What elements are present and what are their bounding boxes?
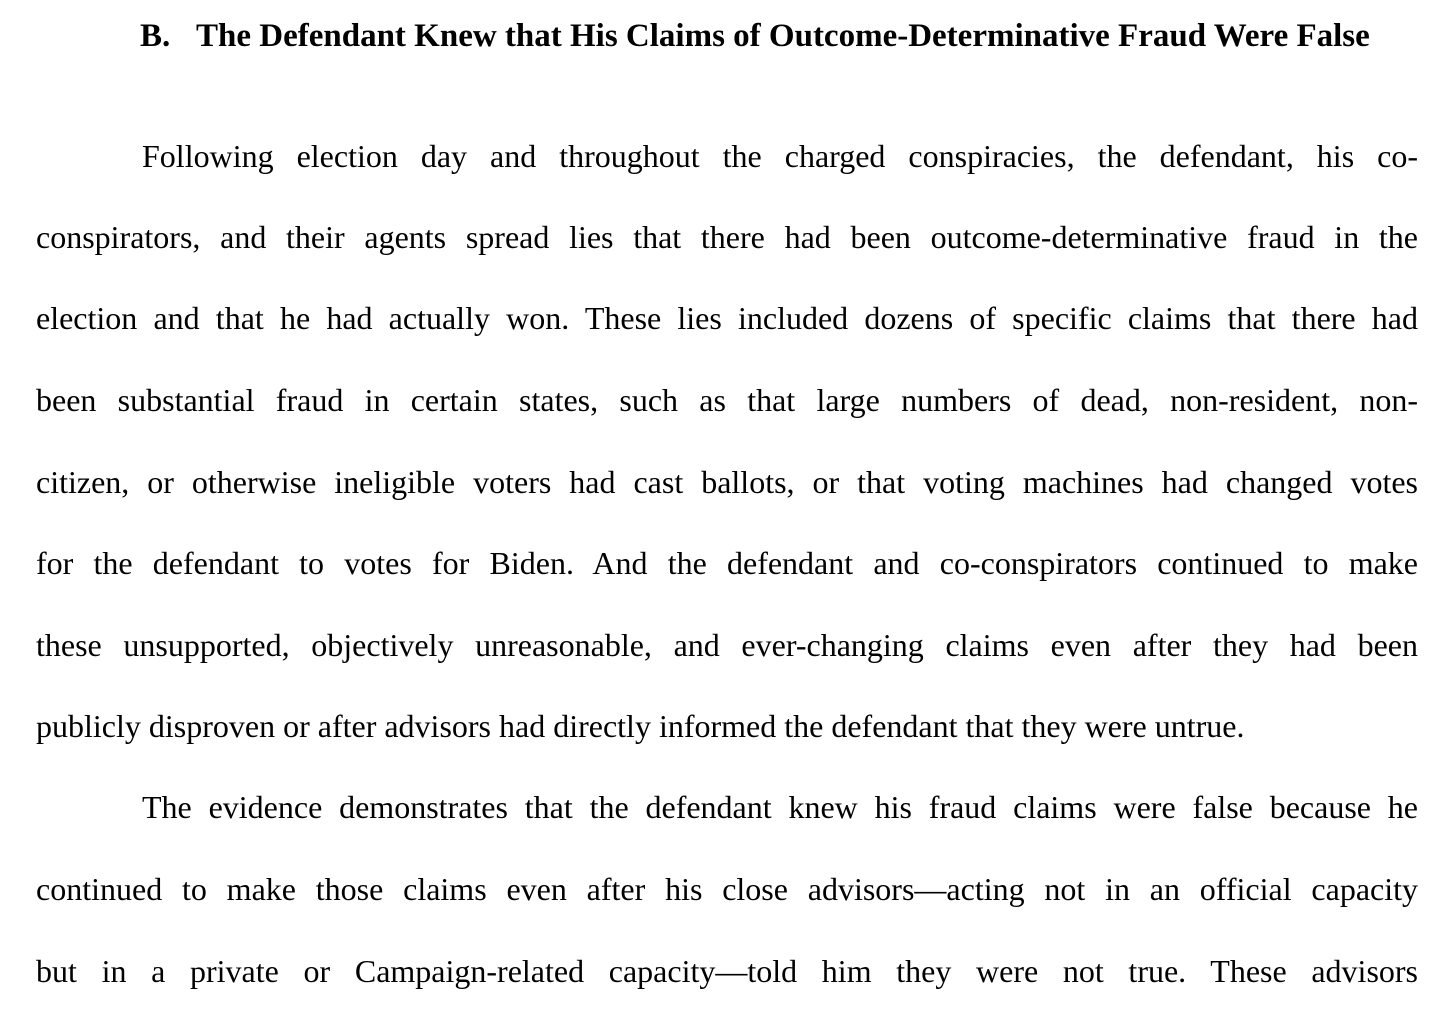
- section-title: The Defendant Knew that His Claims of Outcome-Determinative Fraud Were False: [196, 18, 1370, 54]
- section-heading: [140, 16, 1420, 56]
- paragraph-2-line-1: The evidence demonstrates that the defendant knew his fraud claims were false because he: [142, 789, 1418, 825]
- paragraph-1-line-1: Following election day and throughout the charged conspiracies, the defendant, his co-: [142, 138, 1418, 174]
- paragraph-1-line-3: election and that he had actually won. These lies included dozens of specific claims that there had: [36, 300, 1418, 336]
- paragraph-2-line-2: continued to make those claims even after his close advisors—acting not in an official capacity: [36, 871, 1418, 907]
- paragraph-1-line-6: for the defendant to votes for Biden. And the defendant and co-conspirators continued to make: [36, 545, 1418, 581]
- paragraph-1-line-8: publicly disproven or after advisors had directly informed the defendant that they were untrue.: [36, 708, 1245, 744]
- paragraph-2-line-3: but in a private or Campaign-related capacity—told him they were not true. These advisors: [36, 953, 1418, 989]
- paragraph-1-line-7: these unsupported, objectively unreasonable, and ever-changing claims even after they had been: [36, 627, 1418, 663]
- paragraph-1-line-2: conspirators, and their agents spread lies that there had been outcome-determinative fraud in the: [36, 219, 1418, 255]
- section-marker: B.: [140, 18, 171, 54]
- paragraph-1-line-4: been substantial fraud in certain states, such as that large numbers of dead, non-resident, non-: [36, 382, 1418, 418]
- paragraph-1-line-5: citizen, or otherwise ineligible voters had cast ballots, or that voting machines had changed votes: [36, 464, 1418, 500]
